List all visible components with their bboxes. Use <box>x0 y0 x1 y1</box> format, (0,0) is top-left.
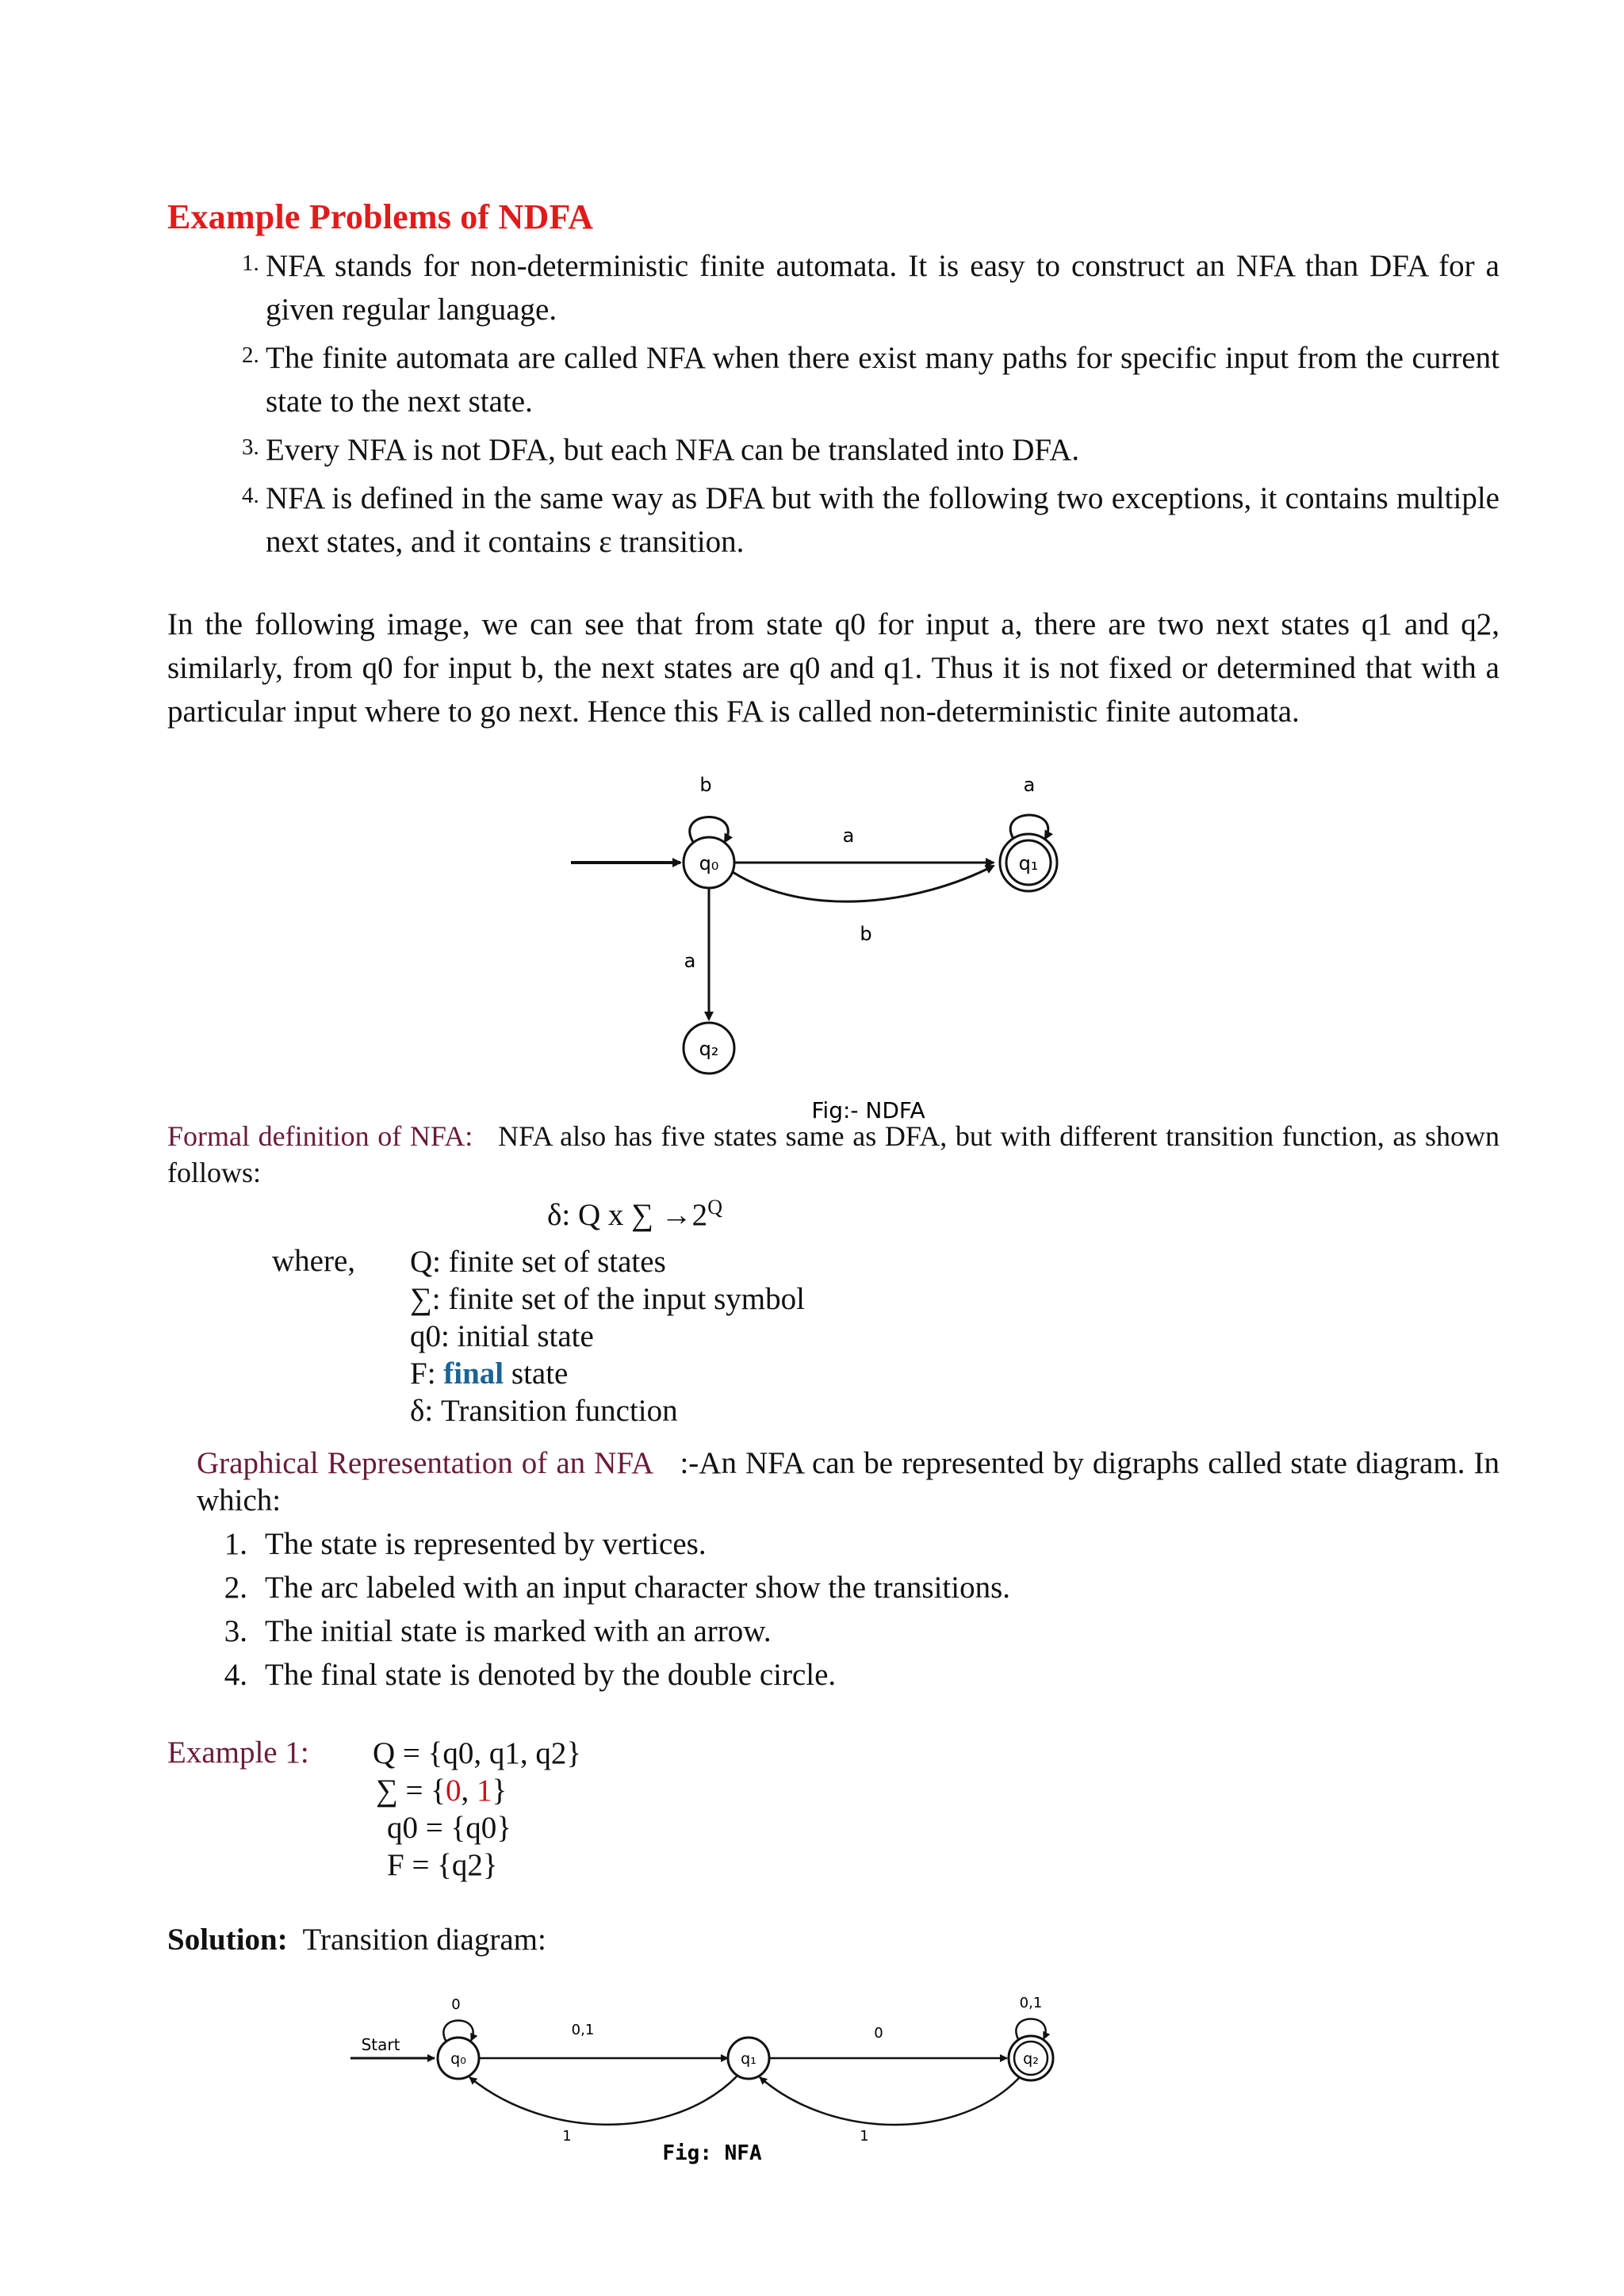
list-number: 4. <box>242 483 259 508</box>
intro-list <box>167 244 1500 568</box>
edge-q2-q1-label: 1 <box>860 2128 869 2145</box>
list-item <box>197 1609 1500 1653</box>
list-number: 2. <box>224 1571 247 1605</box>
figure1-caption: Fig:- NDFA <box>811 1097 925 1123</box>
list-number: 3. <box>242 434 259 460</box>
loop-q1-label: a <box>1023 774 1036 796</box>
def-sigma: ∑: finite set of the input symbol <box>410 1282 805 1316</box>
example-f: F = {q2} <box>387 1848 498 1882</box>
state-q0-label: q₀ <box>699 852 719 874</box>
list-number: 2. <box>242 342 259 368</box>
loop-q0-label: 0 <box>451 1996 461 2013</box>
edge-q1-q2-label: 0 <box>874 2025 883 2042</box>
list-item <box>167 428 1500 472</box>
example-values <box>373 1735 581 1884</box>
edge-q1-q0 <box>469 2076 737 2125</box>
example-label: Example 1: <box>167 1735 309 1770</box>
def-q: Q: finite set of states <box>410 1245 666 1279</box>
graphical-text: :-An NFA can be represented by digraphs called state diagram. In which: <box>197 1446 1500 1517</box>
def-f: F: final state <box>410 1357 569 1391</box>
example-q0: q0 = {q0} <box>387 1811 511 1845</box>
solution-label: Solution: <box>167 1923 288 1957</box>
list-number: 3. <box>224 1614 247 1648</box>
example-q: Q = {q0, q1, q2} <box>373 1736 582 1770</box>
where-label: where, <box>272 1244 356 1278</box>
list-text: The initial state is marked with an arrow. <box>265 1614 772 1648</box>
edge-q0-q1-label: 0,1 <box>571 2022 595 2038</box>
start-label: Start <box>361 2035 400 2054</box>
intro-paragraph: In the following image, we can see that from state q0 for input a, there are two next states q1 and q2, similarly, from q0 for input b, the next states are q0 and q1. Thus it is not fixed or determined that with a particular input where to go next. Hence this FA is called non-deterministic finite automata. <box>167 607 1500 729</box>
solution-text: Transition diagram: <box>302 1923 546 1957</box>
def-delta: δ: Transition function <box>410 1394 678 1428</box>
list-text: The final state is denoted by the double circle. <box>265 1658 837 1692</box>
list-item <box>197 1522 1500 1566</box>
solution-line <box>167 1922 546 1957</box>
list-text: NFA is defined in the same way as DFA but with the following two exceptions, it contains multiple next states, and it contains ε transition. <box>266 481 1500 559</box>
graphical-representation <box>197 1445 1500 1519</box>
list-number: 1. <box>242 251 259 276</box>
edge-q2-q1 <box>760 2077 1020 2125</box>
edge-q0-q1-b <box>733 866 994 901</box>
list-text: NFA stands for non-deterministic finite automata. It is easy to construct an NFA than DFA for a given regular language. <box>266 249 1500 327</box>
final-keyword: final <box>443 1357 504 1391</box>
page-title: Example Problems of NDFA <box>167 197 594 236</box>
list-number: 1. <box>224 1527 247 1561</box>
list-text: The arc labeled with an input character show the transitions. <box>265 1571 1010 1605</box>
list-text: The finite automata are called NFA when there exist many paths for specific input from the current state to the next state. <box>266 341 1500 419</box>
def-q0: q0: initial state <box>410 1319 594 1353</box>
list-item <box>197 1566 1500 1609</box>
list-text: The state is represented by vertices. <box>265 1527 707 1561</box>
loop-q2-label: 0,1 <box>1019 1995 1043 2011</box>
figure2-caption: Fig: NFA <box>662 2141 762 2165</box>
formal-definition <box>167 1118 1500 1191</box>
list-item <box>197 1653 1500 1697</box>
formal-heading: Formal definition of NFA: <box>167 1120 473 1152</box>
list-item <box>167 336 1500 423</box>
graphical-heading: Graphical Representation of an NFA <box>197 1446 654 1480</box>
state-q1-label: q₁ <box>741 2050 756 2068</box>
state-q0-label: q₀ <box>450 2050 466 2068</box>
ndfa-diagram <box>555 769 1094 1126</box>
edge-q0-q2-label: a <box>684 950 696 972</box>
transition-function-formula: δ: Q x ∑ $\to 2^Q$ <box>547 1196 722 1232</box>
state-q2-label: q₂ <box>1023 2050 1039 2068</box>
state-q2-label: q₂ <box>699 1038 719 1060</box>
list-item <box>167 476 1500 564</box>
graphical-list <box>197 1522 1500 1697</box>
list-item <box>167 244 1500 331</box>
formal-text: NFA also has five states same as DFA, but with different transition function, as shown follows: <box>167 1120 1500 1188</box>
state-q1-label: q₁ <box>1018 852 1039 874</box>
edge-q1-q0-label: 1 <box>562 2128 572 2145</box>
list-text: Every NFA is not DFA, but each NFA can be translated into DFA. <box>266 433 1080 467</box>
edge-q0-q1-b-label: b <box>860 923 872 945</box>
list-number: 4. <box>224 1658 247 1692</box>
example-sigma: ∑ = {0, 1} <box>376 1774 508 1808</box>
nfa-diagram <box>341 1990 1055 2172</box>
loop-q0-label: b <box>699 774 712 796</box>
definitions <box>410 1243 805 1429</box>
edge-q0-q1-a-label: a <box>842 825 855 847</box>
